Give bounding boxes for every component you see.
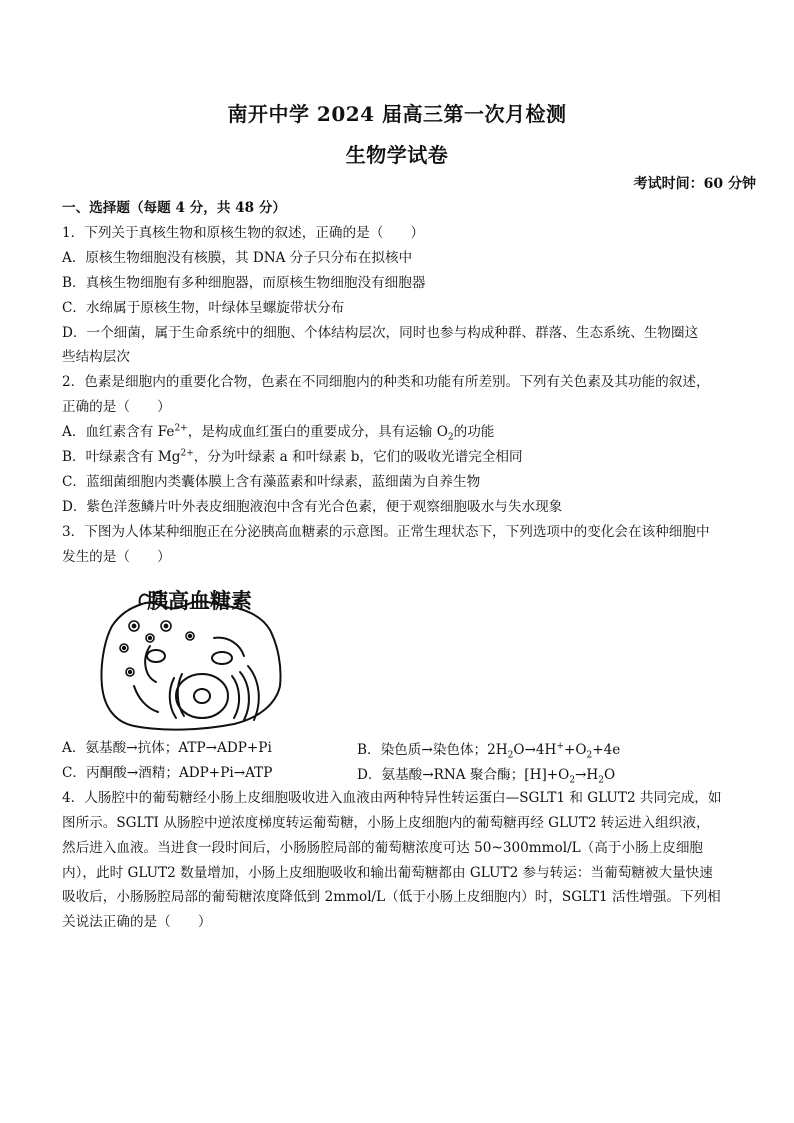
q3-stem-cont: 发生的是（ ） <box>62 549 171 565</box>
q1-stem: 1．下列关于真核生物和原核生物的叙述，正确的是（ ） <box>62 225 425 241</box>
q4-stem-line-3: 然后进入血液。当进食一段时间后，小肠肠腔局部的葡萄糖浓度可达 50~300mmol/L（高于小肠上皮细胞 <box>62 840 704 856</box>
exam-title: 南开中学 2024 届高三第一次月检测 <box>227 102 567 126</box>
q1-option-b: B．真核生物细胞有多种细胞器，而原核生物细胞没有细胞器 <box>62 275 426 291</box>
q3-option-b: B．染色质→染色体；$2H_2O\to 4H^++O_2+4e$ <box>357 741 621 761</box>
exam-time: 考试时间：60 分钟 <box>633 176 756 192</box>
q2-option-c: C．蓝细菌细胞内类囊体膜上含有藻蓝素和叶绿素，蓝细菌为自养生物 <box>62 474 481 490</box>
q3-option-d: D．氨基酸→RNA 聚合酶；$[H]+O_2\to H_2O$ <box>357 767 616 786</box>
q4-stem-line-4: 内），此时 GLUT2 数量增加，小肠上皮细胞吸收和输出葡萄糖都由 GLUT2 参与转运：当葡萄糖被大量快速 <box>62 865 713 881</box>
exam-subtitle: 生物学试卷 <box>345 143 449 167</box>
q1-option-a: A．原核生物细胞没有核膜，其 DNA 分子只分布在拟核中 <box>62 250 413 266</box>
q3-option-c: C．丙酮酸→酒精；ADP+Pi→ATP <box>62 765 273 781</box>
q1-option-d-cont: 些结构层次 <box>62 349 130 365</box>
q3-option-a: A．氨基酸→抗体；ATP→ADP+Pi <box>62 740 272 756</box>
q2-stem-cont: 正确的是（ ） <box>62 399 171 415</box>
figure-label-glucagon: 胰高血糖素 <box>147 589 252 613</box>
q4-stem-line-6: 关说法正确的是（ ） <box>62 914 212 930</box>
q2-option-b: B．叶绿素含有 $Mg^{2+}$，分为叶绿素 a 和叶绿素 b，它们的吸收光谱完全相同 <box>62 448 523 465</box>
q2-stem: 2．色素是细胞内的重要化合物，色素在不同细胞内的种类和功能有所差别。下列有关色素及其功能的叙述， <box>62 374 710 390</box>
q4-stem-line-5: 吸收后，小肠肠腔局部的葡萄糖浓度降低到 2mmol/L（低于小肠上皮细胞内）时，SGLT1 活性增强。下列相 <box>62 889 721 905</box>
q4-stem-line-1: 4．人肠腔中的葡萄糖经小肠上皮细胞吸收进入血液由两种特异性转运蛋白—SGLT1 和 GLUT2 共同完成，如 <box>62 790 722 806</box>
q1-option-c: C．水绵属于原核生物，叶绿体呈螺旋带状分布 <box>62 300 345 316</box>
q2-option-a: A．血红素含有 $Fe^{2+}$，是构成血红蛋白的重要成分，具有运输 $O_2$的功能 <box>62 423 495 443</box>
section-heading: 一、选择题（每题 4 分，共 48 分） <box>62 200 287 216</box>
q1-option-d: D．一个细菌，属于生命系统中的细胞、个体结构层次，同时也参与构成种群、群落、生态系统、生物圈这 <box>62 325 699 341</box>
q3-stem: 3．下图为人体某种细胞正在分泌胰高血糖素的示意图。正常生理状态下，下列选项中的变化会在该种细胞中 <box>62 524 710 540</box>
q2-option-d: D．紫色洋葱鳞片叶外表皮细胞液泡中含有光合色素，便于观察细胞吸水与失水现象 <box>62 499 563 515</box>
q4-stem-line-2: 图所示。SGLTI 从肠腔中逆浓度梯度转运葡萄糖，小肠上皮细胞内的葡萄糖再经 GLUT2 转运进入组织液， <box>62 815 710 831</box>
